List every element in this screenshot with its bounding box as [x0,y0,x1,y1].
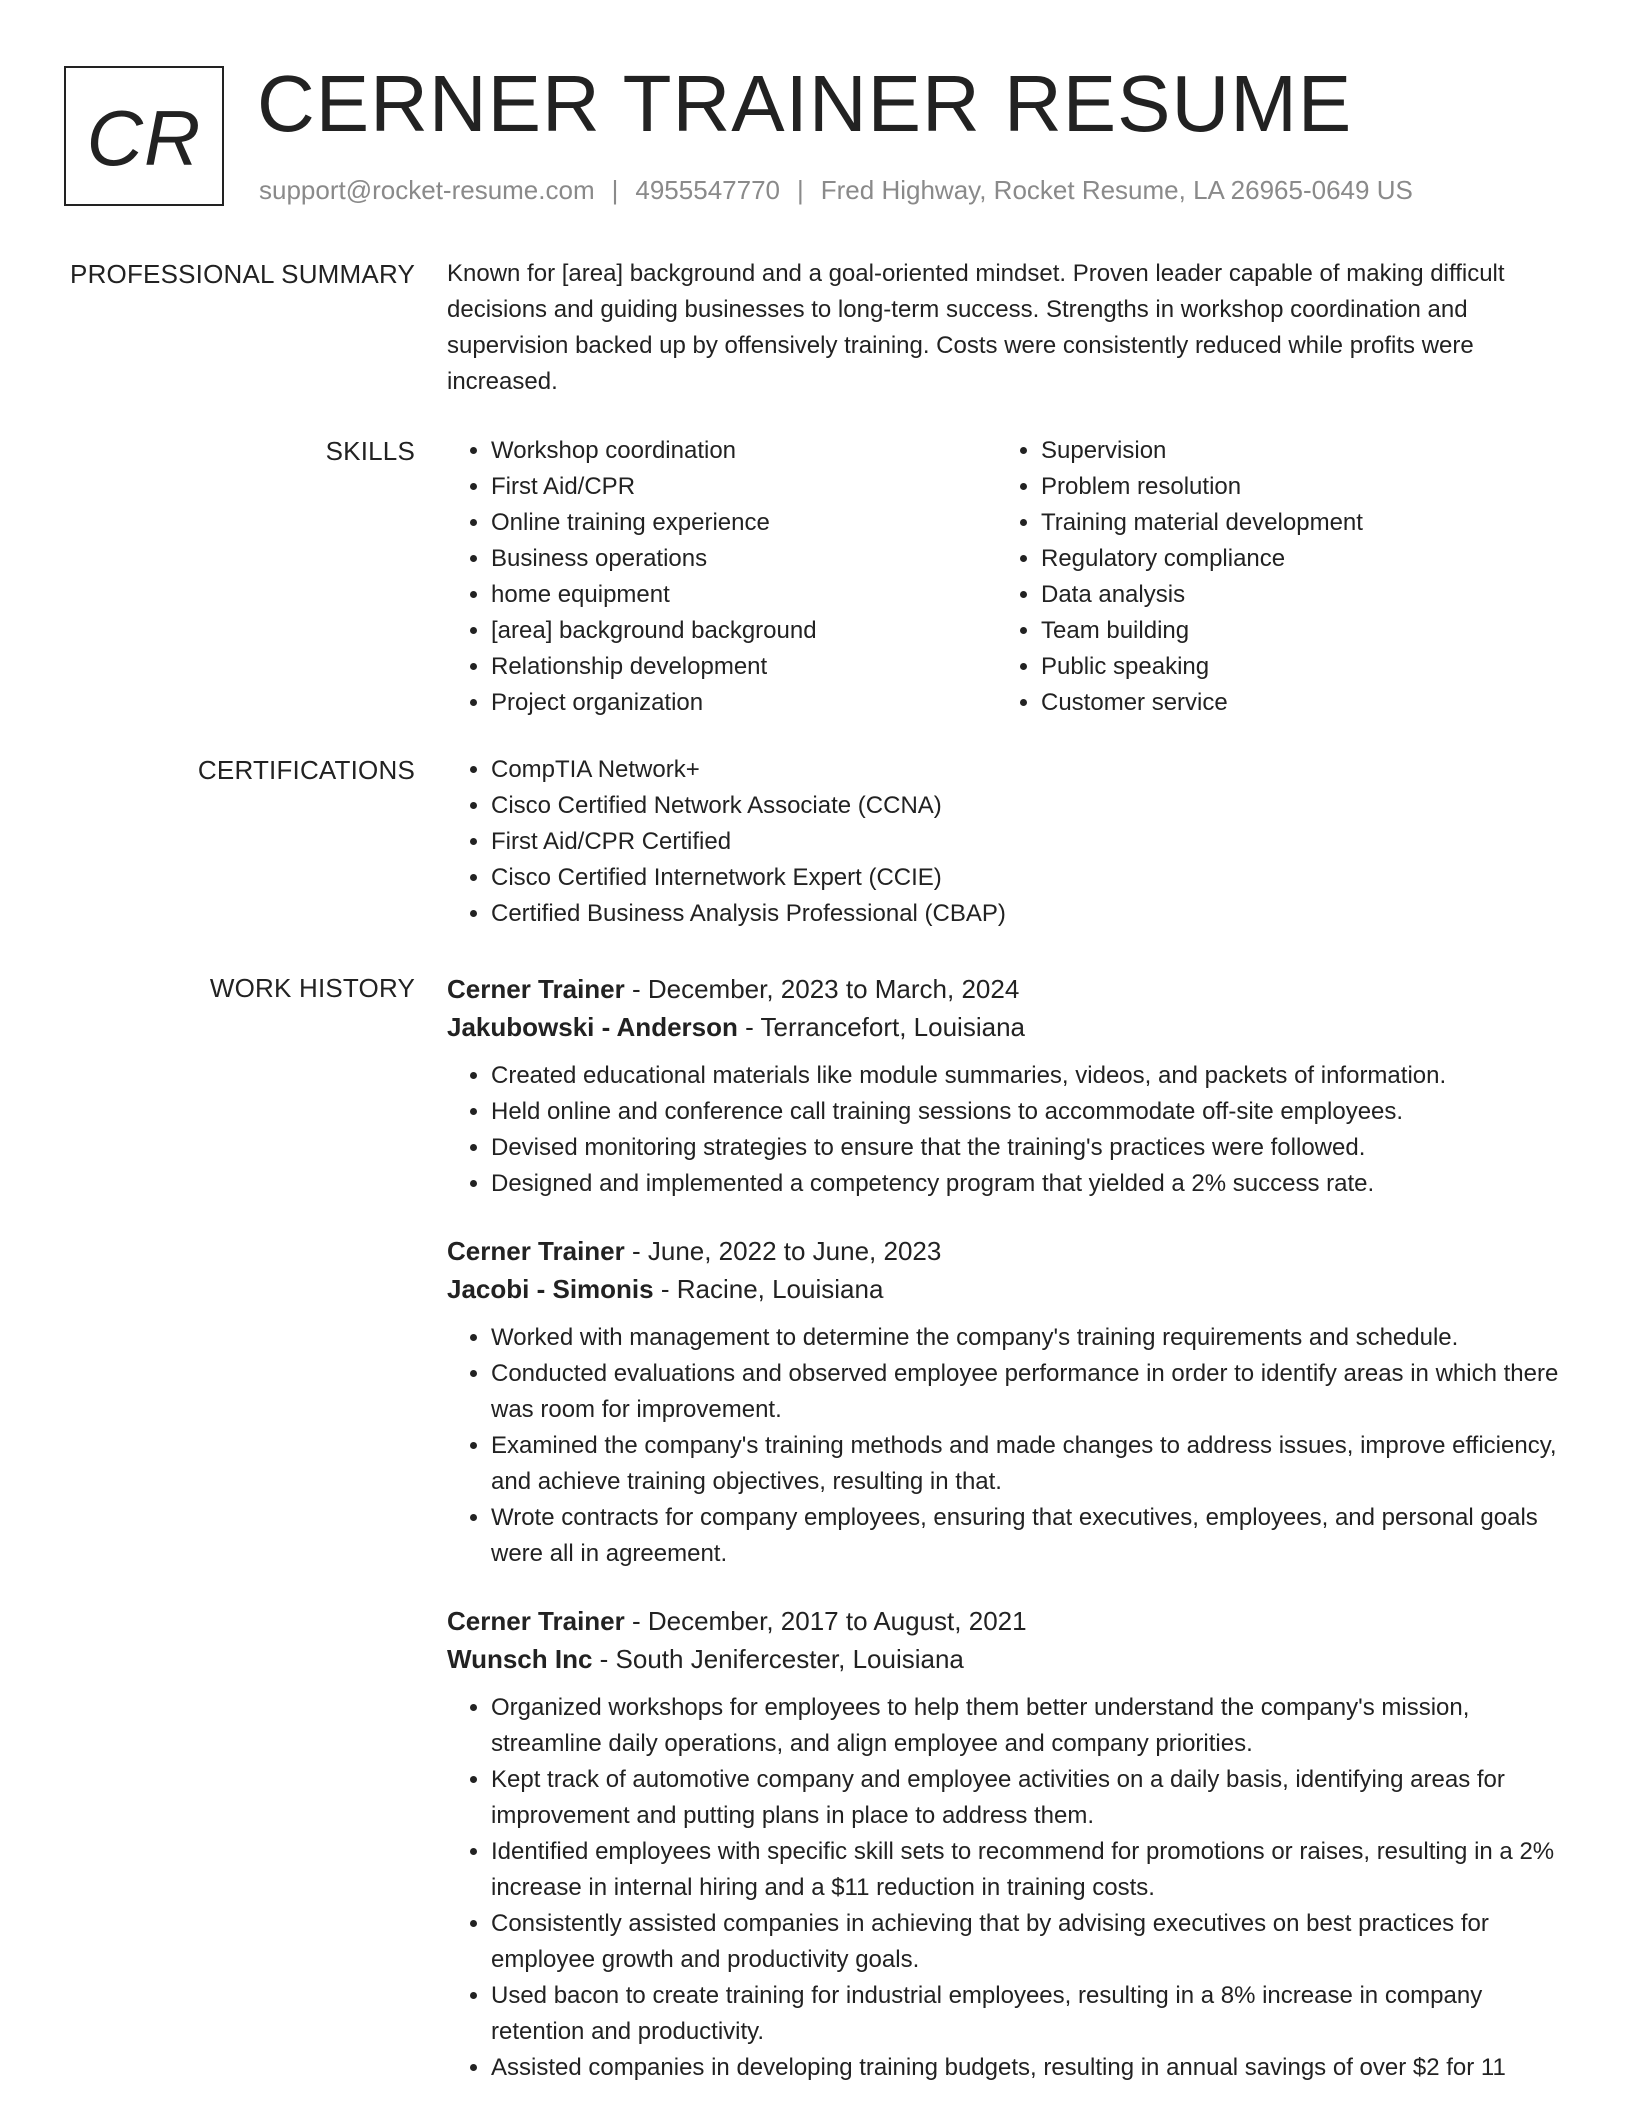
skills-list-right [997,433,1547,721]
job-company-line [447,1270,1567,1308]
job-location: - Terrancefort, Louisiana [737,1012,1025,1042]
certification-item: • First Aid/CPR Certified [491,824,1567,860]
monogram-box [64,66,224,206]
skills-list-left [447,433,997,721]
certification-item: • Cisco Certified Network Associate (CCNA) [491,788,1567,824]
section-label-skills: SKILLS [325,436,415,466]
skill-item: • home equipment [491,577,997,613]
job-company: Jacobi - Simonis [447,1274,654,1304]
job-bullet: • Devised monitoring strategies to ensure that the training's practices were followed. [491,1130,1567,1166]
summary-text: Known for [area] background and a goal-oriented mindset. Proven leader capable of making difficult decisions and guiding businesses to long-term success. Strengths in workshop coordination and supervision backed up by offensively training. Costs were consistently reduced while profits were increased. [447,260,1505,395]
skill-item: • Training material development [1041,505,1547,541]
job-dates: - December, 2023 to March, 2024 [624,974,1020,1004]
contact-separator: | [611,175,619,205]
job-entry [447,1232,1567,1572]
skill-item: • Workshop coordination [491,433,997,469]
job-dates: - June, 2022 to June, 2023 [624,1236,942,1266]
certifications-list [447,752,1567,932]
job-bullets [447,1058,1567,1202]
section-label-certifications: CERTIFICATIONS [197,755,415,785]
job-title-line [447,970,1567,1008]
job-title: Cerner Trainer [447,1606,625,1636]
job-company-line [447,1640,1567,1678]
job-title-line [447,1602,1567,1640]
job-bullet: • Examined the company's training methods and made changes to address issues, improve efficiency, and achieve training objectives, resulting in that. [491,1428,1567,1500]
job-bullet: • Kept track of automotive company and employee activities on a daily basis, identifying areas for improvement and putting plans in place to address them. [491,1762,1567,1834]
job-bullet: • Assisted companies in developing training budgets, resulting in annual savings of over $2 for 11 [491,2050,1567,2086]
job-bullet: • Conducted evaluations and observed employee performance in order to identify areas in which there was room for improvement. [491,1356,1567,1428]
job-entry [447,1602,1567,2086]
job-bullet: • Consistently assisted companies in achieving that by advising executives on best practices for employee growth and productivity goals. [491,1906,1567,1978]
certification-item: • Certified Business Analysis Professional (CBAP) [491,896,1567,932]
job-title: Cerner Trainer [447,974,625,1004]
skill-item: • Supervision [1041,433,1547,469]
job-bullet: • Identified employees with specific skill sets to recommend for promotions or raises, resulting in a 2% increase in internal hiring and a $11 reduction in training costs. [491,1834,1567,1906]
section-label-work-history: WORK HISTORY [209,973,415,1003]
job-bullet: • Organized workshops for employees to help them better understand the company's mission, streamline daily operations, and align employee and company priorities. [491,1690,1567,1762]
job-company: Jakubowski - Anderson [447,1012,738,1042]
job-bullet: • Created educational materials like module summaries, videos, and packets of information. [491,1058,1567,1094]
job-bullet: • Wrote contracts for company employees, ensuring that executives, employees, and personal goals were all in agreement. [491,1500,1567,1572]
skill-item: • Business operations [491,541,997,577]
contact-email[interactable]: support@rocket-resume.com [259,175,595,205]
summary-body [447,256,1567,400]
skill-item: • Team building [1041,613,1547,649]
skill-item: • Project organization [491,685,997,721]
skill-item: • Data analysis [1041,577,1547,613]
job-bullet: • Designed and implemented a competency program that yielded a 2% success rate. [491,1166,1567,1202]
job-location: - South Jenifercester, Louisiana [592,1644,964,1674]
job-entry [447,970,1567,1202]
skills-body [447,433,1567,721]
monogram-initials: CR [86,93,202,182]
skill-item: • Problem resolution [1041,469,1547,505]
certification-item: • CompTIA Network+ [491,752,1567,788]
contact-separator: | [797,175,804,205]
section-label-summary: PROFESSIONAL SUMMARY [70,259,415,289]
skill-item: • Public speaking [1041,649,1547,685]
job-title-line [447,1232,1567,1270]
certification-item: • Cisco Certified Internetwork Expert (CCIE) [491,860,1567,896]
certifications-body [447,752,1567,932]
contact-address: Fred Highway, Rocket Resume, LA 26965-0649 US [820,175,1413,205]
work-history-body [447,970,1567,2116]
skill-item: • [area] background background [491,613,997,649]
job-bullet: • Held online and conference call training sessions to accommodate off-site employees. [491,1094,1567,1130]
contact-line [259,173,1413,207]
job-bullet: • Used bacon to create training for industrial employees, resulting in a 8% increase in company retention and productivity. [491,1978,1567,2050]
resume-title: CERNER TRAINER RESUME [257,59,1353,148]
job-company: Wunsch Inc [447,1644,593,1674]
contact-phone[interactable]: 4955547770 [635,175,780,205]
skill-item: • Relationship development [491,649,997,685]
job-bullet: • Worked with management to determine the company's training requirements and schedule. [491,1320,1567,1356]
skill-item: • Regulatory compliance [1041,541,1547,577]
job-location: - Racine, Louisiana [653,1274,884,1304]
job-company-line [447,1008,1567,1046]
job-title: Cerner Trainer [447,1236,625,1266]
job-dates: - December, 2017 to August, 2021 [624,1606,1027,1636]
job-bullets [447,1320,1567,1572]
job-bullets [447,1690,1567,2086]
skill-item: • Customer service [1041,685,1547,721]
skill-item: • Online training experience [491,505,997,541]
skill-item: • First Aid/CPR [491,469,997,505]
